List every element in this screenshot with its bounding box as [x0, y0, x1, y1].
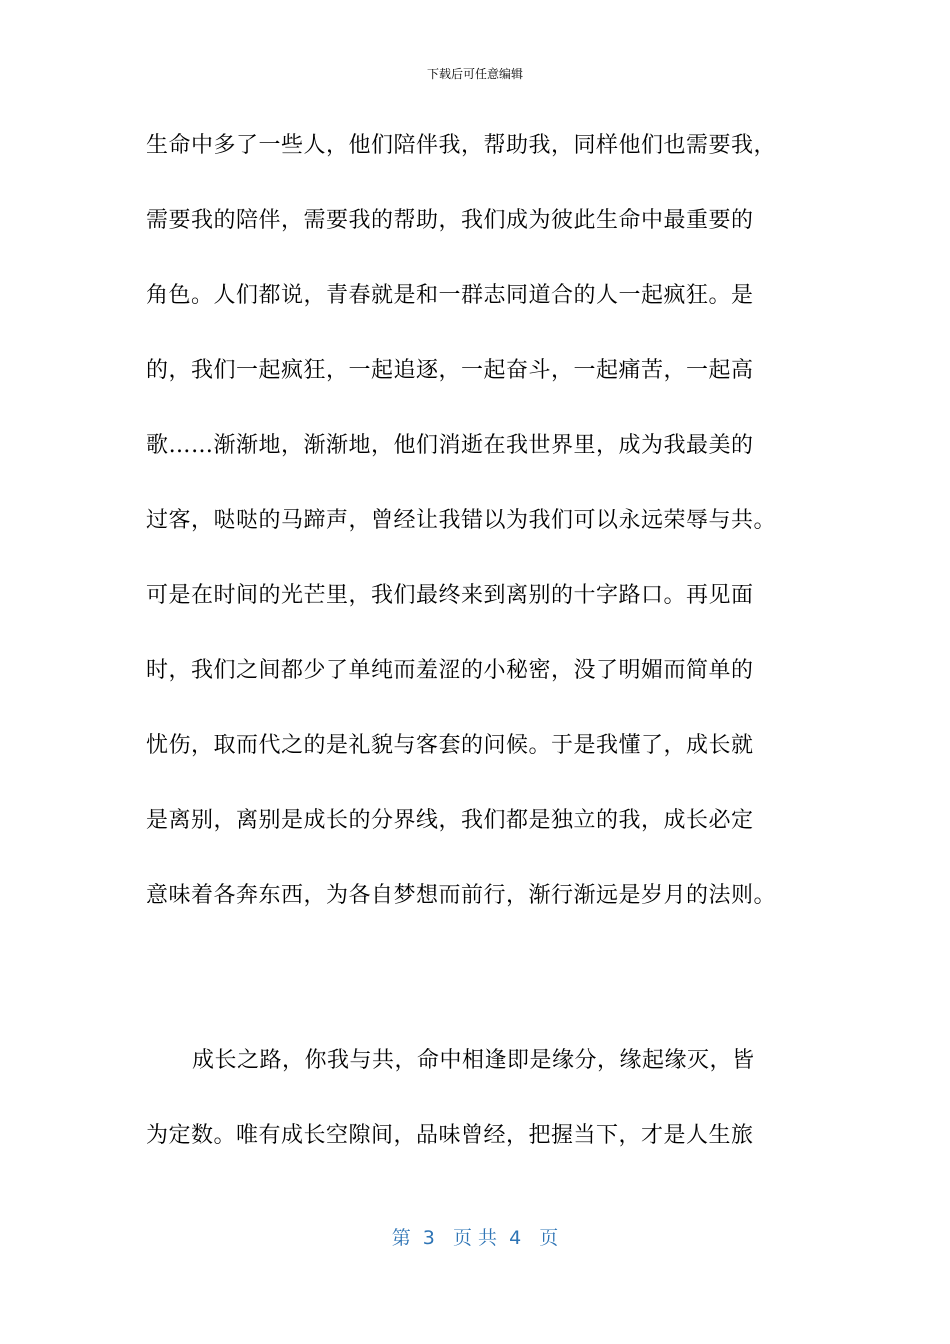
- text-line: 可是在时间的光芒里，我们最终来到离别的十字路口。再见面: [146, 583, 754, 608]
- text-line: 过客，哒哒的马蹄声，曾经让我错以为我们可以永远荣辱与共。: [146, 508, 777, 533]
- document-body: [146, 128, 818, 1193]
- text-line: 需要我的陪伴，需要我的帮助，我们成为彼此生命中最重要的: [146, 208, 754, 233]
- page-number: 第 3 页 共 4 页: [391, 1227, 559, 1249]
- paragraph-gap: [146, 953, 818, 1043]
- text-line: 成长之路，你我与共，命中相逢即是缘分，缘起缘灭，皆: [192, 1048, 755, 1073]
- text-line: 生命中多了一些人，他们陪伴我，帮助我，同样他们也需要我，: [146, 133, 777, 158]
- text-line: 为定数。唯有成长空隙间，品味曾经，把握当下，才是人生旅: [146, 1123, 754, 1148]
- text-line: 时，我们之间都少了单纯而羞涩的小秘密，没了明媚而简单的: [146, 658, 754, 683]
- text-line: 的，我们一起疯狂，一起追逐，一起奋斗，一起痛苦，一起高: [146, 358, 754, 383]
- header-note: 下载后可任意编辑: [426, 67, 523, 81]
- text-line: 歌……渐渐地，渐渐地，他们消逝在我世界里，成为我最美的: [146, 433, 754, 458]
- text-line: 是离别，离别是成长的分界线，我们都是独立的我，成长必定: [146, 808, 754, 833]
- text-line: 角色。人们都说，青春就是和一群志同道合的人一起疯狂。是: [146, 283, 754, 308]
- text-line: 意味着各奔东西，为各自梦想而前行，渐行渐远是岁月的法则。: [146, 883, 777, 908]
- text-line: 忧伤，取而代之的是礼貌与客套的问候。于是我懂了，成长就: [146, 733, 754, 758]
